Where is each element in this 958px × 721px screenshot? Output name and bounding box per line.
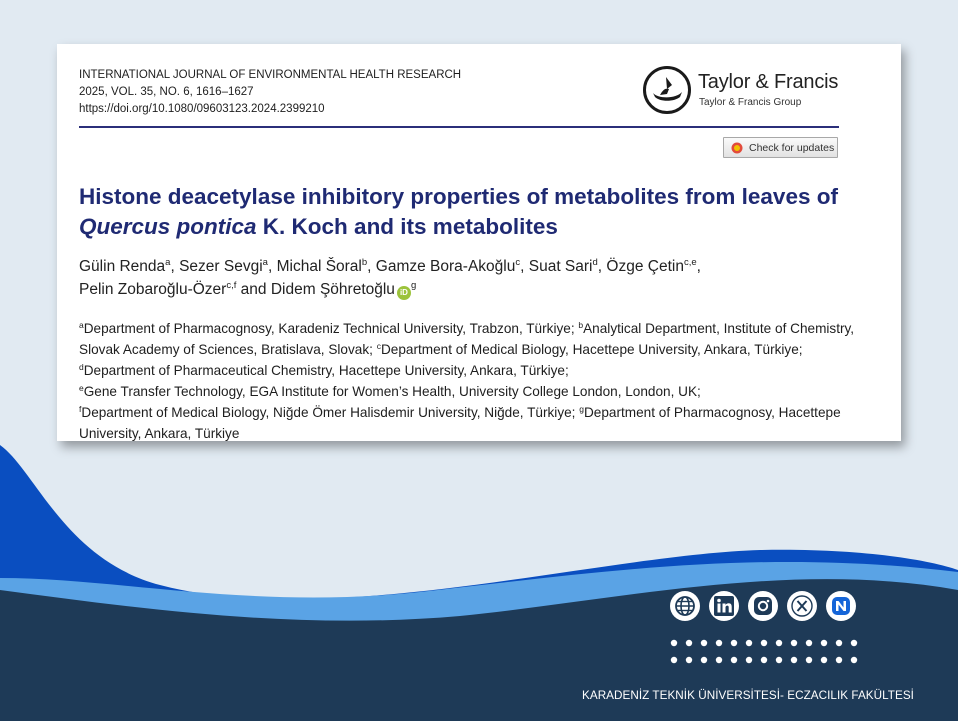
decorative-dots <box>667 636 867 668</box>
author-name: Gamze Bora-Akoğlu <box>375 258 516 275</box>
linkedin-icon[interactable] <box>709 591 739 621</box>
social-icons <box>670 591 856 621</box>
affiliation-text: Department of Pharmaceutical Chemistry, Hacettepe University, Ankara, Türkiye; <box>83 363 569 378</box>
affiliation-text: Analytical Department, Institute of Chemistry, Slovak Academy of Sciences, Bratislava, Slovak; <box>79 321 855 357</box>
publisher-name: Taylor & Francis <box>698 71 839 93</box>
author-aff: d <box>592 257 598 268</box>
journal-volume: 2025, VOL. 35, NO. 6, 1616–1627 <box>79 86 254 98</box>
affiliation-sup: b <box>578 320 584 330</box>
author-aff: a <box>262 257 268 268</box>
header-divider <box>79 126 839 128</box>
affiliation-text: Department of Medical Biology, Hacettepe University, Ankara, Türkiye; <box>380 342 803 357</box>
affiliation-sup: d <box>79 362 84 372</box>
author-conjunction: and <box>240 281 267 298</box>
affiliations <box>79 318 879 444</box>
author-name: Özge Çetin <box>606 258 684 275</box>
title-part-2: K. Koch and its metabolites <box>256 214 558 239</box>
globe-icon[interactable] <box>670 591 700 621</box>
nsosyal-icon[interactable] <box>826 591 856 621</box>
check-for-updates-button[interactable] <box>723 137 838 158</box>
check-updates-icon <box>731 142 743 154</box>
affiliation-text: Department of Pharmacognosy, Karadeniz Technical University, Trabzon, Türkiye; <box>83 321 579 336</box>
affiliation-sup: c <box>376 341 381 351</box>
footer-institution: KARADENİZ TEKNİK ÜNİVERSİTESİ- ECZACILIK FAKÜLTESİ <box>582 689 914 702</box>
title-part-1: Histone deacetylase inhibitory properties of metabolites from leaves of <box>79 184 838 209</box>
taylor-francis-logo-icon <box>642 65 692 115</box>
affiliation-sup: a <box>79 320 84 330</box>
affiliation-sup: f <box>79 404 82 414</box>
author-name: Sezer Sevgi <box>179 258 263 275</box>
author-aff: b <box>361 257 368 268</box>
author-name: Didem Şöhretoğlu <box>270 281 395 298</box>
affiliation-sup: g <box>579 404 584 414</box>
journal-name: INTERNATIONAL JOURNAL OF ENVIRONMENTAL HEALTH RESEARCH <box>79 69 462 81</box>
author-aff: a <box>165 257 171 268</box>
publisher-group: Taylor & Francis Group <box>699 97 802 108</box>
x-icon[interactable] <box>787 591 817 621</box>
author-aff: c,f <box>226 280 237 291</box>
author-aff: c <box>515 257 521 268</box>
journal-doi[interactable]: https://doi.org/10.1080/09603123.2024.2399210 <box>79 103 325 115</box>
author-name: Michal Šoral <box>276 258 362 275</box>
author-name: Pelin Zobaroğlu-Özer <box>79 281 227 298</box>
article-header-card <box>57 44 901 441</box>
affiliation-text: Department of Pharmacognosy, Hacettepe University, Ankara, Türkiye <box>79 405 841 441</box>
article-title <box>79 182 869 242</box>
author-list: Gülin Renda$^a$, Sezer Sevgi$^a$, Michal Šoral$^b$, Gamze Bora-Akoğlu$^c$, Suat Sari$^d$, Özge Çetin$^{c,e}$, Pelin Zobaroğlu-Özer$^{c,f}$ and Didem Şöhretoğlu $iD^g$ <box>79 257 701 298</box>
author-name: Suat Sari <box>528 258 593 275</box>
affiliation-text: Gene Transfer Technology, EGA Institute for Women’s Health, University College London, London, UK; <box>83 384 701 399</box>
orcid-icon[interactable]: iD <box>397 286 411 300</box>
check-for-updates-label: Check for updates <box>749 141 835 154</box>
title-species: Quercus pontica <box>79 214 257 239</box>
author-aff: c,e <box>683 257 697 268</box>
affiliation-sup: e <box>79 383 84 393</box>
affiliation-text: Department of Medical Biology, Niğde Ömer Halisdemir University, Niğde, Türkiye; <box>81 405 580 420</box>
journal-info <box>79 67 461 118</box>
instagram-icon[interactable] <box>748 591 778 621</box>
author-aff: g <box>410 280 417 291</box>
author-name: Gülin Renda <box>79 258 166 275</box>
